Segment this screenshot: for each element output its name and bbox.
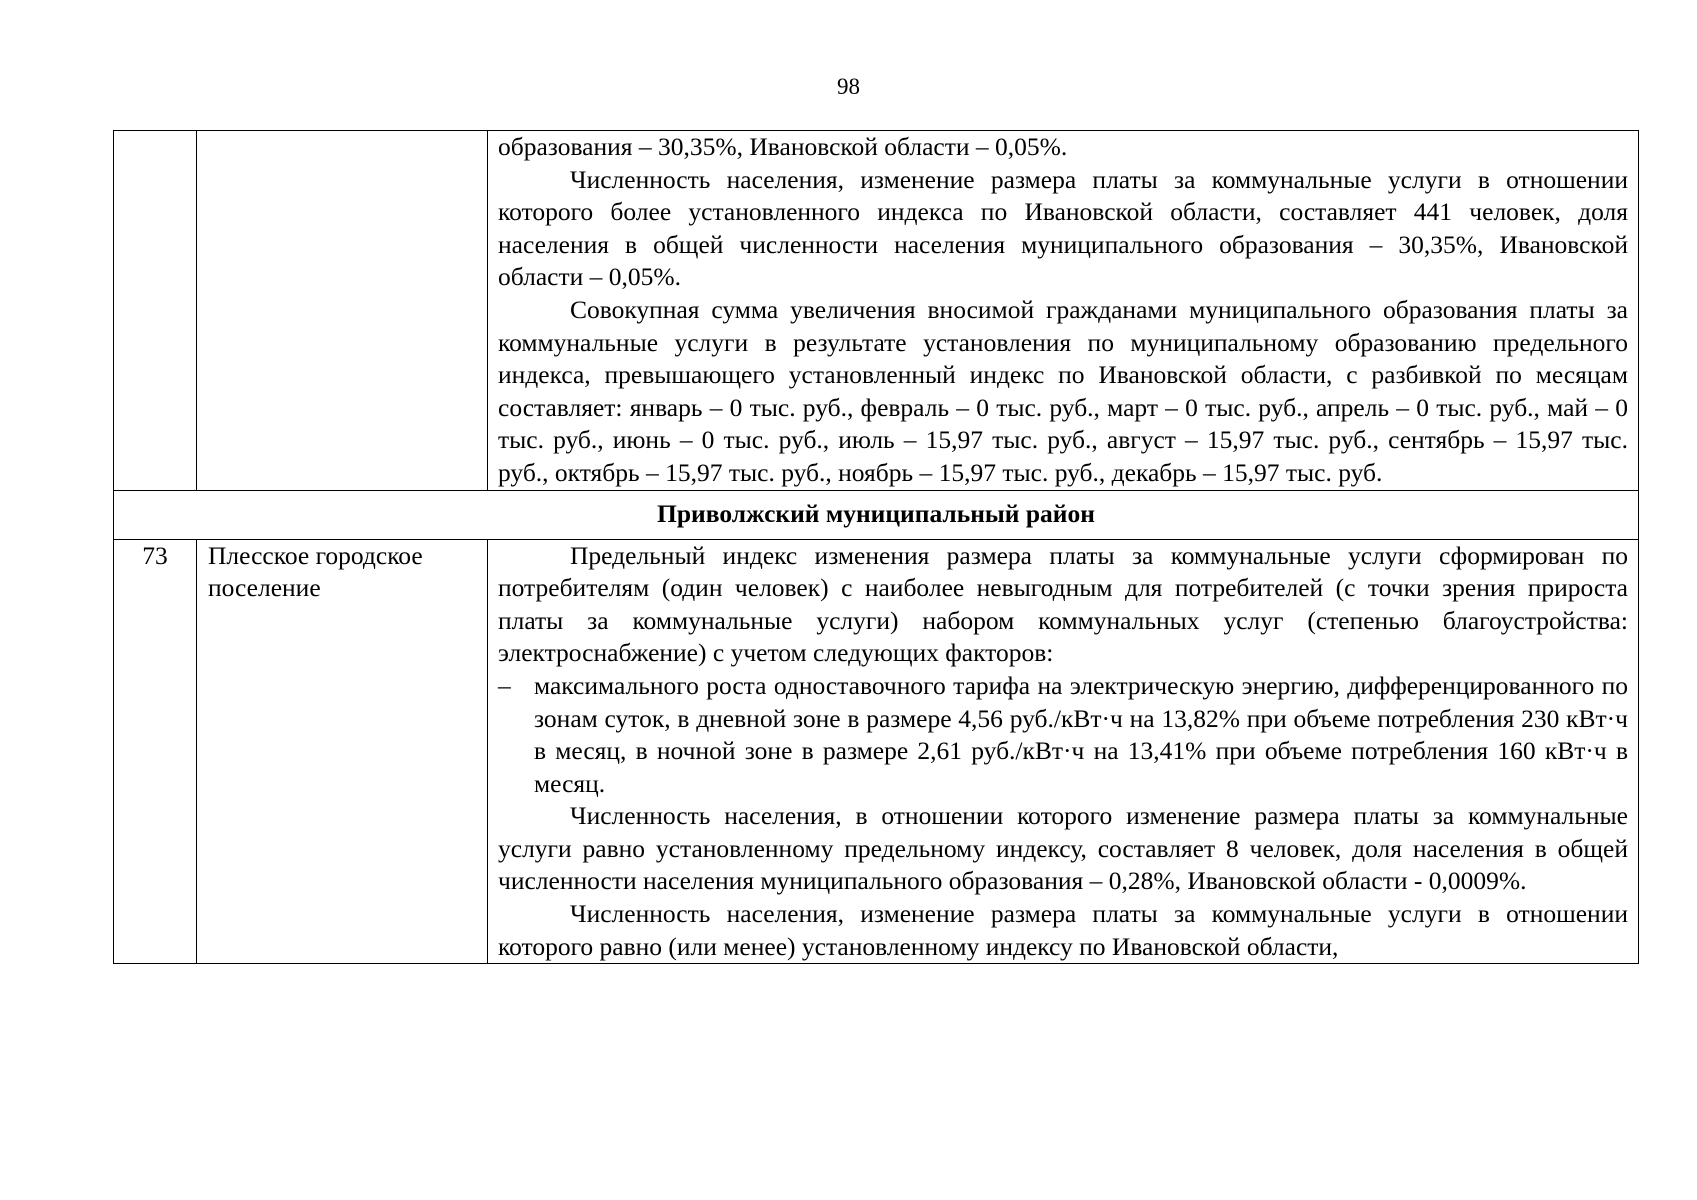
row-number-cell [114, 131, 197, 491]
page-number: 98 [837, 74, 860, 99]
list-item [498, 670, 1628, 800]
paragraph: Предельный индекс изменения размера платы за коммунальные услуги сформирован по потребителям (один человек) с наиболее невыгодным для потребителей (с точки зрения прироста платы за коммунальные услуги) набором коммунальных услуг (степенью благоустройства: электроснабжение) с учетом следующих факторов: [498, 540, 1628, 668]
section-row [114, 490, 1639, 539]
municipality-name-cell [197, 131, 488, 491]
paragraph: Численность населения, в отношении которого изменение размера платы за коммунальные услуги равно установленному предельному индексу, составляет 8 человек, доля населения в общей численности населения муниципального образования – 0,28%, Ивановской области - 0,0009%. [498, 801, 1628, 896]
row-number-cell: 73 [114, 539, 197, 964]
municipality-name-cell: Плесское городское поселение [197, 539, 488, 964]
index-table [113, 130, 1639, 964]
table-row [114, 131, 1639, 491]
paragraph: Численность населения, изменение размера платы за коммунальные услуги в отношении которого более установленного индекса по Ивановской области, составляет 441 человек, доля населения в общей численности населения муниципального образования – 30,35%, Ивановской области – 0,05%. [498, 164, 1628, 292]
paragraph: Совокупная сумма увеличения вносимой гражданами муниципального образования платы за коммунальные услуги в результате установления по муниципальному образованию предельного индекса, превышающего установленный индекс по Ивановской области, с разбивкой по месяцам составляет: январь – 0 тыс. руб., февраль – 0 тыс. руб., март – 0 тыс. руб., апрель – 0 тыс. руб., май – 0 тыс. руб., июнь – 0 тыс. руб., июль – 15,97 тыс. руб., август – 15,97 тыс. руб., сентябрь – 15,97 тыс. руб., октябрь – 15,97 тыс. руб., ноябрь – 15,97 тыс. руб., декабрь – 15,97 тыс. руб. [498, 294, 1628, 487]
paragraph: образования – 30,35%, Ивановской области – 0,05%. [498, 132, 1068, 161]
section-heading: Приволжский муниципальный район [114, 490, 1639, 539]
paragraph: Численность населения, изменение размера платы за коммунальные услуги в отношении которого равно (или менее) установленному индексу по Ивановской области, [498, 899, 1628, 961]
description-cell [488, 539, 1639, 964]
dash-marker: – [498, 670, 511, 700]
description-cell [488, 131, 1639, 491]
list-item-text: максимального роста одноставочного тарифа на электрическую энергию, дифференцированного по зонам суток, в дневной зоне в размере 4,56 руб./кВт·ч на 13,82% при объеме потребления 230 кВт·ч в месяц, в ночной зоне в размере 2,61 руб./кВт·ч на 13,41% при объеме потребления 160 кВт·ч в месяц. [534, 670, 1628, 798]
table-row [114, 539, 1639, 964]
